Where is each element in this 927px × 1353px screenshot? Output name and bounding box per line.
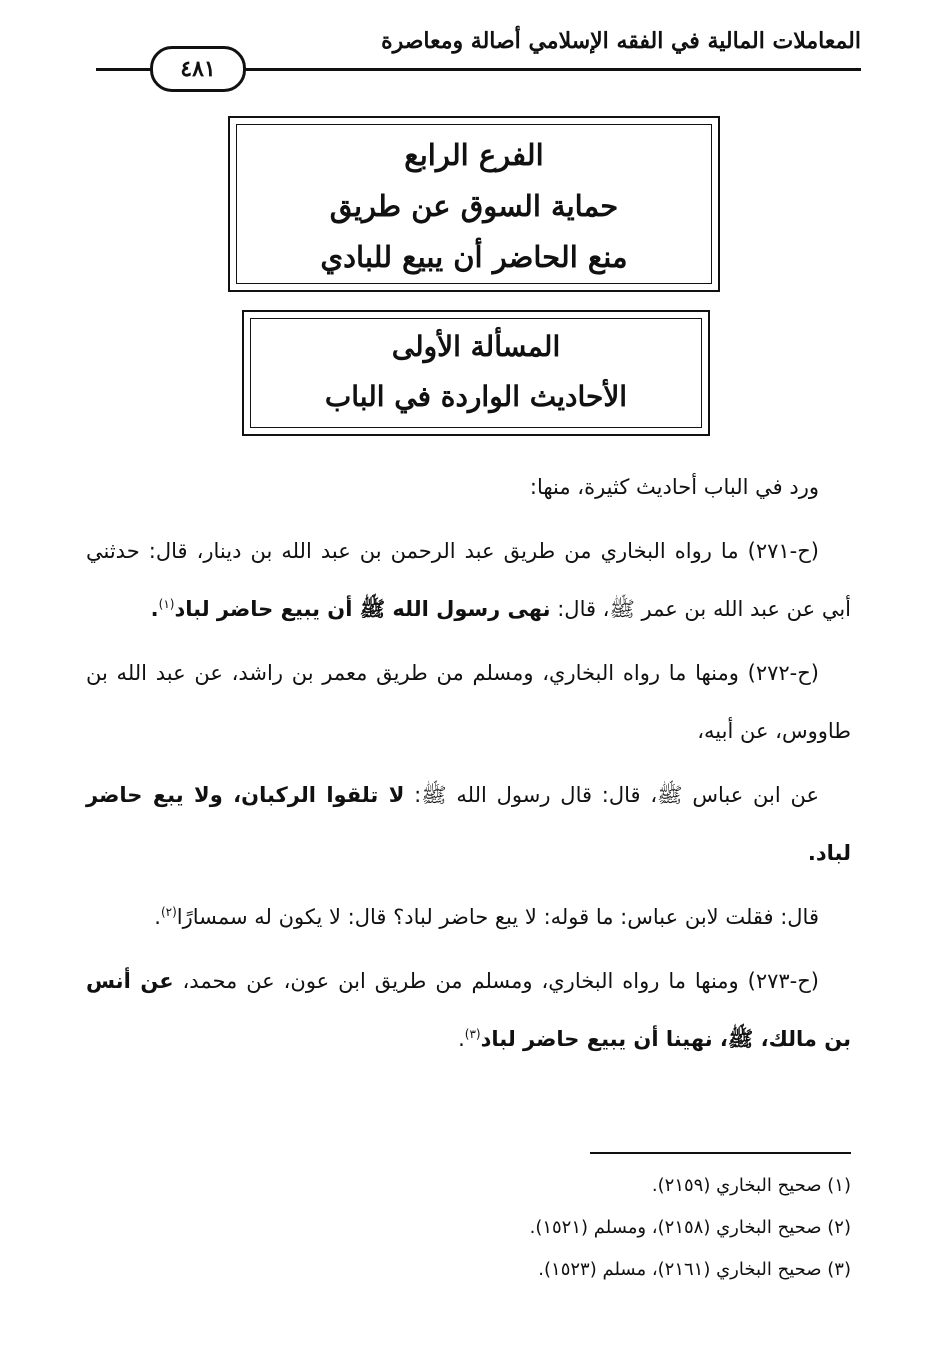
subsection-title-frame — [242, 310, 710, 436]
footnote-ref-1: (١) — [158, 597, 175, 611]
footnote-3: (٣) صحيح البخاري (٢١٦١)، مسلم (١٥٢٣). — [538, 1259, 851, 1280]
hadith-272 — [86, 644, 851, 760]
hadith-272-chain: عن ابن عباس ﷺ، قال: قال رسول الله ﷺ: — [414, 783, 820, 807]
hadith-273: (ح-٢٧٣) ومنها ما رواه البخاري، ومسلم من طريق ابن عون، عن محمد، عن أنس بن مالك، ﷺ، نهينا أن يبيع حاضر لباد$^{(٣)}$. — [86, 969, 851, 1051]
footnotes — [131, 1165, 851, 1291]
section-title-line-3: منع الحاضر أن يبيع للبادي — [320, 240, 628, 274]
running-header-title: المعاملات المالية في الفقه الإسلامي أصالة ومعاصرة — [381, 28, 861, 54]
footnote-rule — [590, 1152, 851, 1154]
section-title-frame — [228, 116, 720, 292]
hadith-272-text: لا تلقوا الركبان، ولا يبع حاضر لباد. — [86, 783, 851, 865]
footnote-2: (٢) صحيح البخاري (٢١٥٨)، ومسلم (١٥٢١). — [529, 1217, 851, 1238]
page-number: ٤٨١ — [150, 46, 246, 92]
hadith-271-narration: (ح-٢٧١) ما رواه البخاري من طريق عبد الرحمن بن عبد الله بن دينار، قال: حدثني أبي عن عبد الله بن عمر ﷺ، قال: — [86, 539, 851, 621]
intro-paragraph — [86, 458, 851, 516]
hadith-272-question-text: قال: فقلت لابن عباس: ما قوله: لا يبع حاضر لباد؟ قال: لا يكون له سمسارًا — [176, 905, 819, 929]
subsection-title-line-1: المسألة الأولى — [391, 330, 561, 363]
hadith-271-text: نهى رسول الله ﷺ أن يبيع حاضر لباد — [174, 597, 551, 621]
footnote-ref-3: (٣) — [464, 1027, 481, 1041]
hadith-272-continued — [86, 766, 851, 882]
subsection-title-line-2: الأحاديث الواردة في الباب — [324, 380, 628, 413]
hadith-272-question: قال: فقلت لابن عباس: ما قوله: لا يبع حاضر لباد؟ قال: لا يكون له سمسارًا$^{(٢)}$. — [154, 905, 819, 929]
footnote-1: (١) صحيح البخاري (٢١٥٩). — [651, 1175, 851, 1196]
section-title-line-2: حماية السوق عن طريق — [329, 189, 619, 223]
footnote-ref-2: (٢) — [160, 905, 177, 919]
hadith-271: (ح-٢٧١) ما رواه البخاري من طريق عبد الرحمن بن عبد الله بن دينار، قال: حدثني أبي عن عبد الله بن عمر ﷺ، قال: نهى رسول الله ﷺ أن يبيع حاضر لباد$^{(١)}$. — [86, 539, 851, 621]
hadith-272-narration: (ح-٢٧٢) ومنها ما رواه البخاري، ومسلم من طريق معمر بن راشد، عن عبد الله بن طاووس، عن أبيه، — [86, 661, 851, 743]
intro-text: ورد في الباب أحاديث كثيرة، منها: — [529, 475, 819, 499]
body-text — [86, 458, 851, 1074]
section-title-line-1: الفرع الرابع — [404, 138, 544, 172]
hadith-273-text: عن أنس بن مالك، ﷺ، نهينا أن يبيع حاضر لباد — [86, 969, 851, 1051]
hadith-273-narration: (ح-٢٧٣) ومنها ما رواه البخاري، ومسلم من طريق ابن عون، عن محمد، — [182, 969, 819, 993]
